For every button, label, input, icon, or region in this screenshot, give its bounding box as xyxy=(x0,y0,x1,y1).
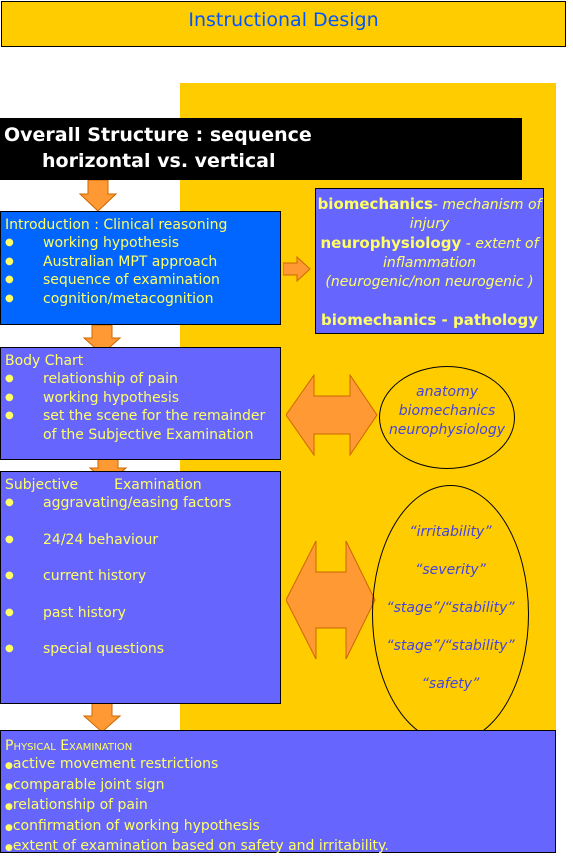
subjective-title: Subjective Examination xyxy=(5,477,202,493)
anatomy-ellipse: anatomy biomechanics neurophysiology xyxy=(379,366,515,469)
body-chart-title: Body Chart xyxy=(5,353,84,369)
down-arrow-1 xyxy=(78,180,118,212)
list-item: ● working hypothesis xyxy=(5,235,180,251)
physical-title: Physical Examination xyxy=(5,738,133,754)
list-item: ● past history xyxy=(5,604,126,621)
list-item: of the Subjective Examination xyxy=(43,426,254,443)
list-item: ●confirmation of working hypothesis xyxy=(5,817,260,834)
physical-examination-box xyxy=(0,730,556,853)
biomechanics-panel: biomechanics- mechanism of injury neurophysiology - extent of inflammation (neurogenic/non neurogenic ) biomechanics - pathology xyxy=(315,188,544,334)
down-arrow-4 xyxy=(82,703,122,733)
list-item: ● current history xyxy=(5,568,147,585)
intro-title: Introduction : Clinical reasoning xyxy=(5,217,228,233)
list-item: ● working hypothesis xyxy=(5,389,180,406)
intro-box xyxy=(0,211,281,325)
double-arrow-1 xyxy=(286,374,378,456)
list-item: ● relationship of pain xyxy=(5,371,178,387)
list-item: ●comparable joint sign xyxy=(5,776,165,793)
subjective-box xyxy=(0,471,281,704)
structure-line-1: Overall Structure : sequence xyxy=(4,124,312,146)
right-arrow xyxy=(283,255,311,283)
double-arrow-2 xyxy=(286,540,376,660)
body-chart-box xyxy=(0,347,281,460)
list-item: ● aggravating/easing factors xyxy=(5,495,232,511)
list-item: ●relationship of pain xyxy=(5,797,148,814)
list-item: ● Australian MPT approach xyxy=(5,253,218,270)
list-item: ● sequence of examination xyxy=(5,272,220,289)
title-box xyxy=(1,1,566,47)
list-item: ●active movement restrictions xyxy=(5,756,219,773)
overall-structure-bar xyxy=(0,118,522,180)
list-item: ● set the scene for the remainder xyxy=(5,408,266,425)
list-item: ● special questions xyxy=(5,641,165,658)
structure-line-2: horizontal vs. vertical xyxy=(42,150,276,172)
page-title: Instructional Design xyxy=(188,9,379,31)
list-item: ● cognition/metacognition xyxy=(5,290,214,307)
irritability-ellipse: “irritability” “severity” “stage”/“stability” “stage”/“stability” “safety” xyxy=(372,485,529,743)
list-item: ● 24/24 behaviour xyxy=(5,531,159,548)
list-item: ●extent of examination based on safety and irritability. xyxy=(5,838,389,855)
